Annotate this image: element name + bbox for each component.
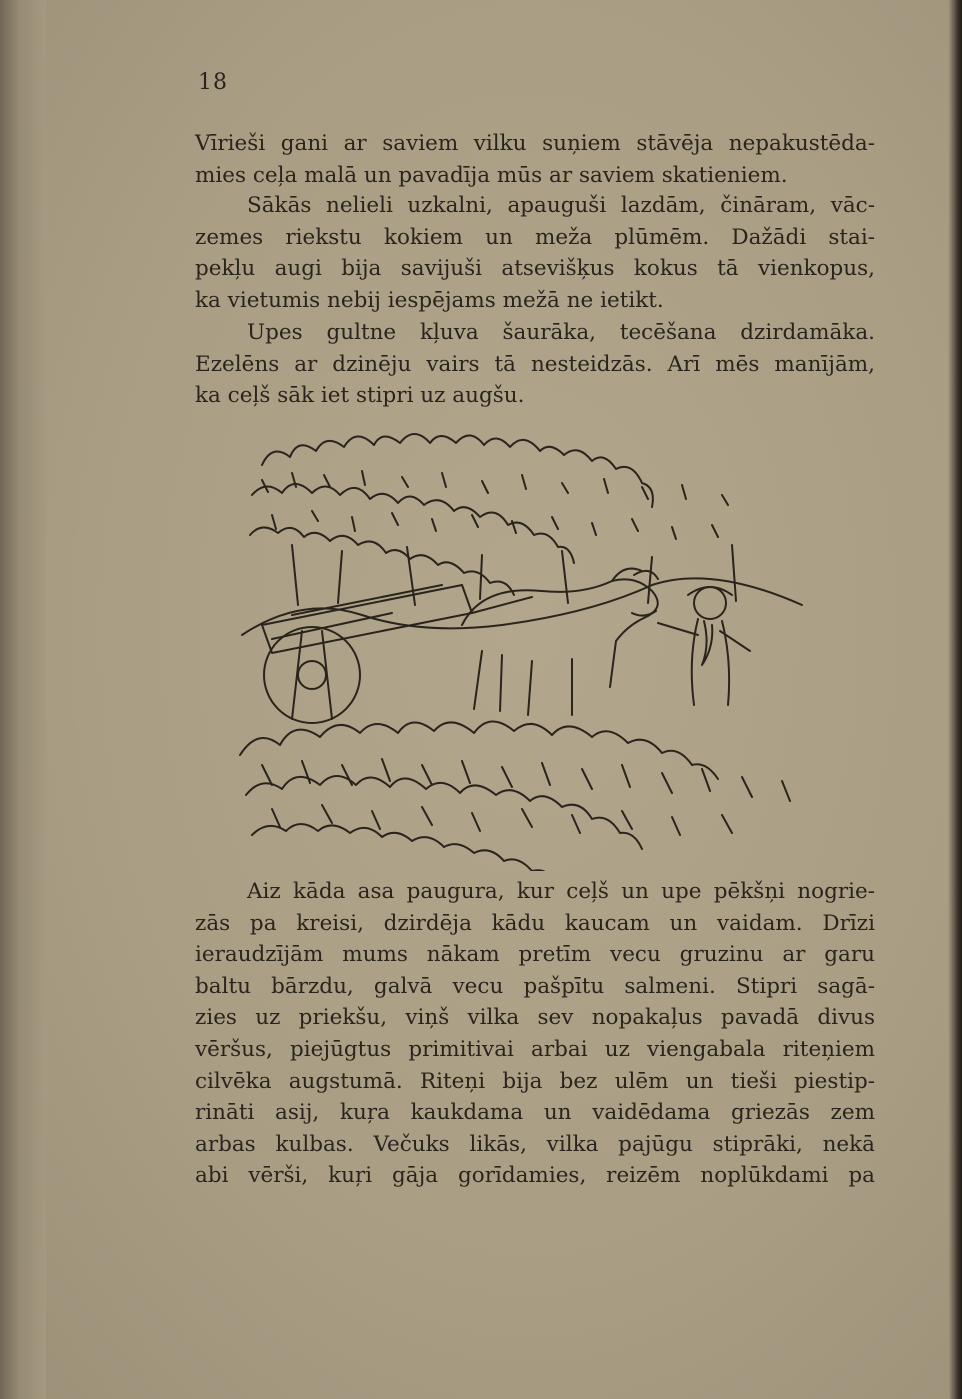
page-edge-shadow xyxy=(948,0,962,1399)
paragraph-river xyxy=(195,317,875,412)
text-line: ka ceļš sāk iet stipri uz augšu. xyxy=(195,383,525,409)
text-line: Vīrieši gani ar saviem vilku suņiem stāvēja nepakustēda- xyxy=(195,131,875,156)
text-line: cilvēka augstumā. Riteņi bija bez ulēm un tieši piestip- xyxy=(195,1068,875,1094)
page-number: 18 xyxy=(198,70,228,95)
text-line: Upes gultne kļuva šaurāka, tecēšana dzirdamāka. xyxy=(247,320,875,345)
text-line: pekļu augi bija savijuši atsevišķus kokus tā vienkopus, xyxy=(195,256,875,282)
text-line: zemes riekstu kokiem un meža plūmēm. Dažādi stai- xyxy=(195,224,875,250)
text-line: zies uz priekšu, viņš vilka sev nopakaļus pavadā divus xyxy=(195,1005,875,1031)
text-line: mies ceļa malā un pavadīja mūs ar saviem skatieniem. xyxy=(195,162,788,188)
ox-cart-illustration xyxy=(232,425,838,871)
paragraph-herdsmen xyxy=(195,128,875,191)
paragraph-old-man xyxy=(195,876,875,1192)
page-binding-shadow xyxy=(0,0,46,1399)
text-line: Aiz kāda asa paugura, kur ceļš un upe pēkšņi nogrie- xyxy=(247,879,875,904)
paragraph-hills xyxy=(195,190,875,316)
text-line: Ezelēns ar dzinēju vairs tā nesteidzās. Arī mēs manījām, xyxy=(195,351,875,377)
text-line: zās pa kreisi, dzirdēja kādu kaucam un vaidam. Drīzi xyxy=(195,910,875,936)
text-line: abi vērši, kuŗi gāja gorīdamies, reizēm noplūkdami pa xyxy=(195,1163,875,1189)
text-line: ieraudzījām mums nākam pretīm vecu gruzinu ar garu xyxy=(195,942,875,968)
text-line: ka vietumis nebij iespējams mežā ne ietikt. xyxy=(195,287,664,313)
text-line: Sākās nelieli uzkalni, apauguši lazdām, čināram, vāc- xyxy=(247,193,875,218)
text-line: arbas kulbas. Večuks likās, vilka pajūgu stiprāki, nekā xyxy=(195,1131,875,1157)
text-line: rināti asij, kuŗa kaukdama un vaidēdama griezās zem xyxy=(195,1100,875,1126)
text-line: vēršus, piejūgtus primitivai arbai uz viengabala riteņiem xyxy=(195,1036,875,1062)
text-line: baltu bārzdu, galvā vecu pašpītu salmeni. Stipri sagā- xyxy=(195,973,875,999)
